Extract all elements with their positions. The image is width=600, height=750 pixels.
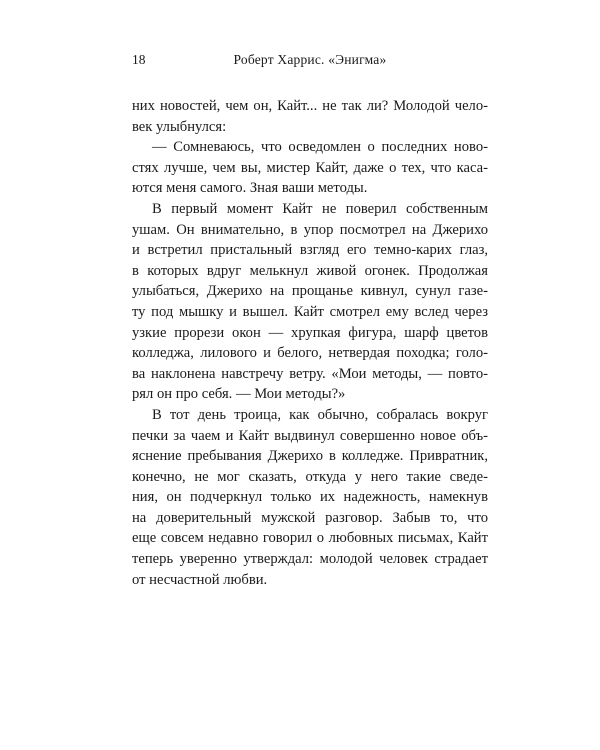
text-line: узкие прорези окон — хрупкая фигура, шарф цветов [132,324,488,341]
text-line: печки за чаем и Кайт выдвинул совершенно новое объ- [132,427,488,444]
text-line: улыбаться, Джерихо на прощанье кивнул, сунул газе- [132,283,488,300]
running-title: Роберт Харрис. «Энигма» [233,52,387,67]
text-line: рял он про себя. — Мои методы?» [132,386,346,403]
text-line: от несчастной любви. [132,571,268,588]
text-line: теперь уверенно утверждал: молодой человек страдает [132,551,488,568]
text-line: ются меня самого. Зная ваши методы. [132,180,368,197]
text-line: ту под мышку и вышел. Кайт смотрел ему вслед через [132,303,488,320]
text-line: конечно, не мог сказать, откуда у него такие сведе- [132,468,488,485]
text-line: стях лучше, чем вы, мистер Кайт, даже о тех, что каса- [132,159,488,176]
page-header [132,49,488,71]
text-line: В первый момент Кайт не поверил собственным [152,200,488,217]
text-line: век улыбнулся: [132,118,227,135]
text-line: колледжа, лилового и белого, нетвердая походка; голо- [132,345,488,362]
text-line: ния, он подчеркнул только их надежность, намекнув [132,489,488,506]
text-line: В тот день троица, как обычно, собралась вокруг [152,406,488,423]
text-line: еще совсем недавно говорил о любовных письмах, Кайт [132,530,488,547]
text-line: ва наклонена навстречу ветру. «Мои методы, — повто- [132,365,488,382]
text-line: в которых вдруг мелькнул живой огонек. Продолжая [132,262,488,279]
text-line: ушам. Он внимательно, в упор посмотрел на Джерихо [132,221,488,238]
text-line: — Сомневаюсь, что осведомлен о последних ново- [152,139,488,156]
text-line: и встретил пристальный взгляд его темно-карих глаз, [132,242,488,259]
text-line: них новостей, чем он, Кайт... не так ли? Молодой чело- [132,98,488,114]
text-line: на доверительный мужской разговор. Забыв то, что [132,509,488,526]
page-number: 18 [132,52,146,67]
body-text [132,96,488,590]
text-line: яснение пребывания Джерихо в колледже. Привратник, [132,448,488,465]
